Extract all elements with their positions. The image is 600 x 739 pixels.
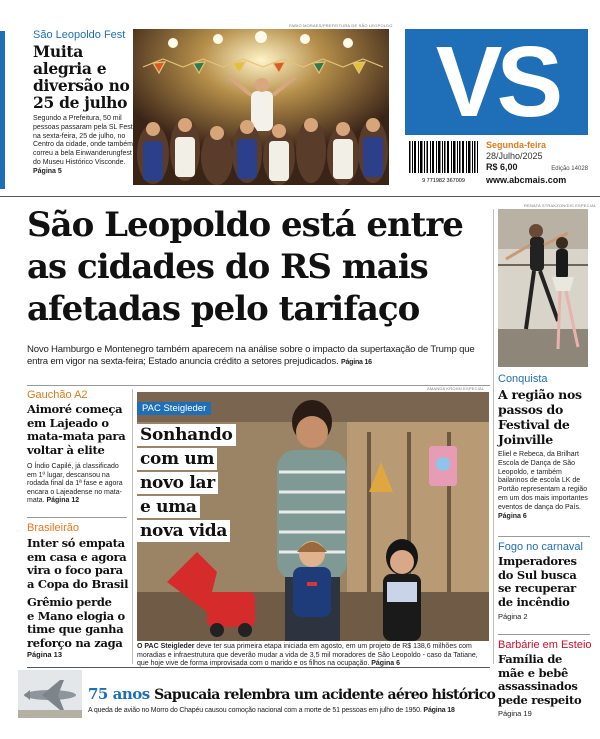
barbarie-headline-line: assassinados xyxy=(498,679,578,693)
conquista-headline-line: passos do xyxy=(498,402,564,417)
gauchao-headline-line: mata-mata para xyxy=(27,429,126,443)
center-caption xyxy=(137,643,489,669)
inter-headline[interactable] xyxy=(27,537,132,591)
fogo-headline-line: de incêndio xyxy=(498,594,570,609)
barbarie-headline-line: Família de xyxy=(498,652,563,666)
top-story-headline-line: alegria e xyxy=(33,59,107,78)
gauchao-page: Página 12 xyxy=(46,497,80,505)
barbarie-kicker: Barbárie em Esteio xyxy=(498,639,592,651)
pac-tag-text: PAC Steigleder xyxy=(142,403,207,414)
fogo-page: Página 2 xyxy=(498,612,528,621)
bottom-years: 75 anos xyxy=(88,685,150,703)
fogo-kicker: Fogo no carnaval xyxy=(498,541,583,553)
bottom-body xyxy=(88,706,490,715)
center-page: Página 6 xyxy=(371,660,401,668)
gremio-headline-line: time que ganha xyxy=(27,622,124,636)
gremio-headline-line: Grêmio perde xyxy=(27,595,112,609)
main-page: Página 16 xyxy=(340,359,372,366)
rule-mid xyxy=(27,385,490,386)
bottom-body-text: A queda de avião no Morro do Chapéu causou comoção nacional com a morte de 51 pessoas em julho de 1950. xyxy=(88,707,422,714)
center-headline-line: com um xyxy=(137,448,217,470)
masthead-info xyxy=(486,140,588,186)
plane-icon xyxy=(18,670,82,718)
gauchao-headline-line: Aimoré começa xyxy=(27,402,123,416)
top-story-headline-line: 25 de julho xyxy=(33,93,128,112)
conquista-kicker: Conquista xyxy=(498,373,548,385)
dance-photo-credit: RENATA STRAKZON/DIS ESPECIAL xyxy=(524,203,597,208)
inter-headline-line: a Copa do Brasil xyxy=(27,576,129,591)
masthead-day: Segunda-feira xyxy=(486,140,547,150)
barcode-icon xyxy=(408,141,479,173)
vrule-right xyxy=(493,209,494,664)
barbarie-page: Página 19 xyxy=(498,709,532,718)
top-story-headline-line: Muita xyxy=(33,42,84,61)
center-headline-line: Sonhando xyxy=(137,424,236,446)
barcode-number: 9 771982 367009 xyxy=(422,178,465,184)
gauchao-body-text: O Índio Capilé, já classificado em 1º lugar, descansou na rodada final da 1ª fase e agora encara o Lajeadense no mata-mata. xyxy=(27,463,123,505)
caption-text: deve ter sua primeira etapa iniciada em agosto, em um projeto de R$ 138,6 milhões com moradias e infraestrutura que deverão mudar a vida de 3,5 mil moradores de São Leopoldo - caso da Tatiane, que hoje vive de forma improvisada com o marido e os filhos na ocupação. xyxy=(137,643,478,668)
caption-lead: O PAC Steigleder xyxy=(137,643,195,650)
top-story-body-text: Segundo a Prefeitura, 50 mil pessoas passaram pela SL Fest na sexta-feira, 25 de julho, no Centro da cidade, onde também correu a bela Einwanderungfest do Museu Histórico Visconde. xyxy=(33,115,134,166)
main-headline[interactable] xyxy=(27,204,497,330)
rule-right-1 xyxy=(498,536,590,537)
masthead-url[interactable]: www.abcmais.com xyxy=(486,175,567,185)
main-sub-text: Novo Hamburgo e Montenegro também aparecem na análise sobre o impacto da supertaxação de Trump que entra em vigor na sexta-feira; Estado anuncia crédito a setores prejudicados. xyxy=(27,344,475,367)
fogo-headline[interactable] xyxy=(498,555,590,609)
rule-left-1 xyxy=(27,517,127,518)
dancers-illustration xyxy=(498,209,588,367)
main-headline-line: as cidades do RS mais xyxy=(27,247,428,287)
top-story-body xyxy=(33,115,133,177)
dance-photo[interactable] xyxy=(498,209,588,367)
barcode xyxy=(408,141,479,184)
main-headline-line: São Leopoldo está entre xyxy=(27,205,463,245)
top-story-page: Página 5 xyxy=(33,167,62,175)
gauchao-kicker: Gauchão A2 xyxy=(27,389,88,401)
barbarie-headline[interactable] xyxy=(498,653,590,707)
brasileirao-kicker: Brasileirão xyxy=(27,522,79,534)
top-story-headline-line: diversão no xyxy=(33,76,130,95)
pac-tag xyxy=(137,402,211,415)
fogo-headline-line: do Sul busca xyxy=(498,567,577,582)
gauchao-headline-line: em Lajeado o xyxy=(27,415,109,430)
plane-photo[interactable] xyxy=(18,670,82,718)
rule-bottom xyxy=(27,667,490,668)
rule-right-2 xyxy=(498,634,590,635)
masthead-logo[interactable] xyxy=(405,26,588,138)
conquista-headline-line: Joinville xyxy=(498,432,553,447)
conquista-body-text: Eliel e Rebeca, da Brilhart Escola de Dança de São Leopoldo, e também bailarinos de escola LK de Portão representam a região em um dos mais importantes eventos de dança do País. xyxy=(498,451,588,511)
inter-headline-line: Inter só empata xyxy=(27,536,125,550)
main-subheadline xyxy=(27,344,487,369)
gremio-headline-line: reforço na zaga xyxy=(27,635,123,650)
top-photo-credit: FABIO MORAES/PREFEITURA DE SÃO LEOPOLDO xyxy=(289,23,393,28)
gauchao-headline[interactable] xyxy=(27,403,132,457)
gauchao-body xyxy=(27,463,127,506)
fogo-headline-line: se recuperar xyxy=(498,581,576,595)
vrule-left xyxy=(132,389,133,664)
conquista-page: Página 6 xyxy=(498,512,527,520)
center-photo-credit: AMANDA KROHN ESPECIAL xyxy=(427,386,485,391)
rule-top xyxy=(0,196,600,197)
top-story-kicker: São Leopoldo Fest xyxy=(33,29,126,41)
masthead-edition: Edição 14028 xyxy=(551,166,588,172)
inter-headline-line: em casa e agora xyxy=(27,549,127,564)
masthead-price-row xyxy=(486,162,588,175)
conquista-headline[interactable] xyxy=(498,387,590,447)
logo-text: VS xyxy=(435,26,558,138)
brasileirao-page: Página 13 xyxy=(27,650,63,659)
gauchao-headline-line: voltar à elite xyxy=(27,442,105,457)
bottom-headline-row[interactable] xyxy=(88,685,508,704)
bottom-page: Página 18 xyxy=(423,707,455,714)
barbarie-headline-line: pede respeito xyxy=(498,692,582,707)
gremio-headline-line: e Mano elogia o xyxy=(27,608,125,623)
barbarie-headline-line: mãe e bebê xyxy=(498,665,568,680)
top-story-headline[interactable] xyxy=(33,43,133,111)
center-headline-line: e uma xyxy=(137,496,200,518)
center-headline-line: nova vida xyxy=(137,520,230,542)
fogo-headline-line: Imperadores xyxy=(498,554,577,568)
conquista-headline-line: Festival de xyxy=(498,417,570,432)
center-headline-line: novo lar xyxy=(137,472,218,494)
center-headline[interactable] xyxy=(137,424,247,542)
masthead-date: 28/Julho/2025 xyxy=(486,151,543,161)
masthead-price: R$ 6,00 xyxy=(486,162,518,172)
main-headline-line: afetadas pelo tarifaço xyxy=(27,289,420,329)
conquista-body xyxy=(498,451,590,521)
bottom-headline: Sapucaia relembra um acidente aéreo histórico xyxy=(154,687,496,703)
festival-photo[interactable] xyxy=(133,29,389,185)
conquista-headline-line: A região nos xyxy=(498,387,582,402)
gremio-headline[interactable] xyxy=(27,596,132,650)
inter-headline-line: vira o foco para xyxy=(27,563,123,577)
top-story-accent xyxy=(0,31,5,189)
festival-crowd-illustration xyxy=(133,29,389,185)
